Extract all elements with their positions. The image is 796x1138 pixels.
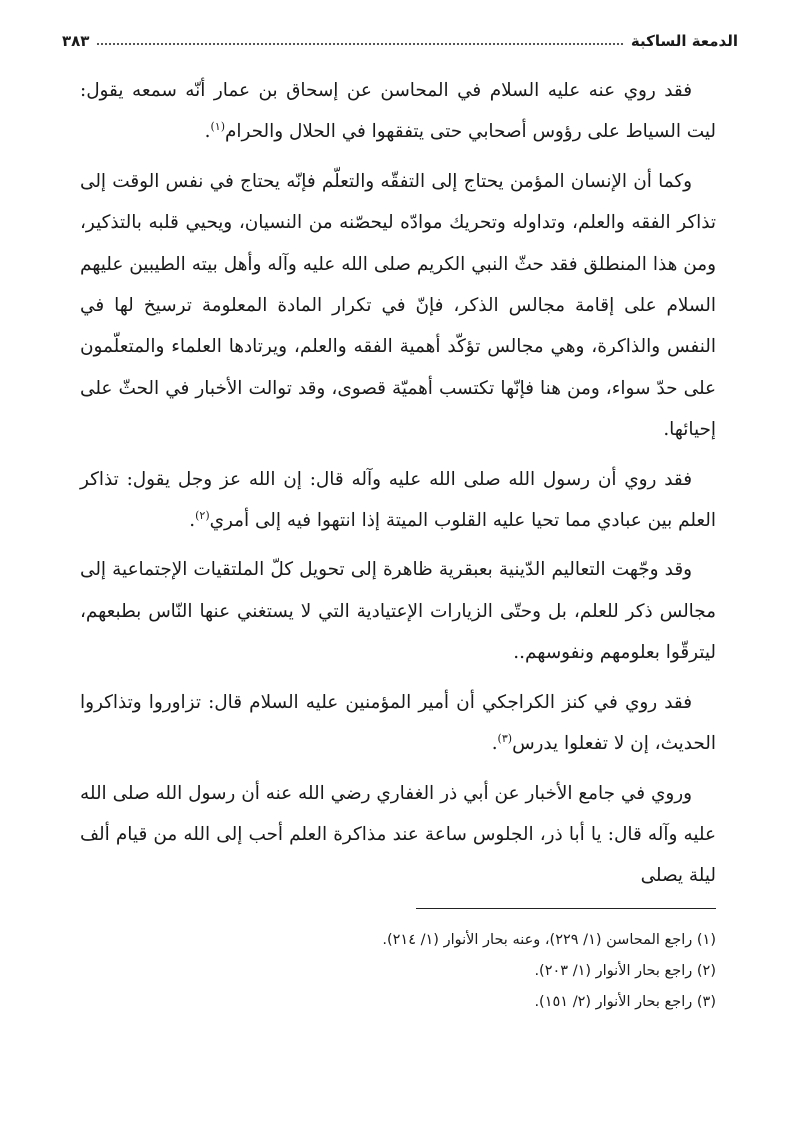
footnote: (٢) راجع بحار الأنوار (١/ ٢٠٣). [534,963,716,979]
footnote-separator [416,908,716,909]
footnote: (٣) راجع بحار الأنوار (٢/ ١٥١). [534,994,716,1010]
footnote-ref[interactable]: (١) [210,120,225,134]
paragraph: وقد وجّهت التعاليم الدّينية بعبقرية ظاهرة إلى تحويل كلّ الملتقيات الإجتماعية إلى مجالس ذكر للعلم، بل وحتّى الزيارات الإعتيادية التي لا يستغني عنها النّاس بطبعهم، ليترقّوا بعلومهم ونفوسهم.. [80,559,716,664]
body-text [80,70,716,905]
page-number: ٣٨٣ [62,32,90,50]
paragraph: وكما أن الإنسان المؤمن يحتاج إلى التفقّه والتعلّم فإنّه يحتاج في نفس الوقت إلى تذاكر الفقه والعلم، وتداوله وتحريك موادّه ليحصّنه من النسيان، ويحيي قلبه بالتذكير، ومن هذا المنطلق فقد حثّ النبي الكريم صلى الله عليه وآله وأهل بيته الطيبين عليهم السلام على إقامة مجالس الذكر، فإنّ في تكرار المادة المعلومة ترسيخ لها في النفس والذاكرة، وهي مجالس تؤكّد أهمية الفقه والعلم، ويرتادها العلماء والمتعلّمون على حدّ سواء، ومن هنا فإنّها تكتسب أهميّة قصوى، وقد توالت الأخبار في الحثّ على إحيائها. [80,170,716,441]
footnote-ref[interactable]: (٢) [195,508,210,522]
footnote-ref[interactable]: (٣) [497,731,513,745]
running-header-dotted-leader [97,43,622,45]
paragraph: فقد روي في كنز الكراجكي أن أمير المؤمنين عليه السلام قال: تزاوروا وتذاكروا الحديث، إن لا تفعلوا يدرس$^{(٣)}$. [80,691,716,755]
paragraph: وروي في جامع الأخبار عن أبي ذر الغفاري رضي الله عنه أن رسول الله صلى الله عليه وآله قال: يا أبا ذر، الجلوس ساعة عند مذاكرة العلم أحب إلى الله من قيام ألف ليلة يصلى [80,782,716,887]
running-header [62,26,738,50]
footnote: (١) راجع المحاسن (١/ ٢٢٩)، وعنه بحار الأنوار (١/ ٢١٤). [382,932,716,948]
footnotes [300,925,716,1018]
running-header-title: الدمعة الساكبة [630,32,738,50]
paragraph: فقد روي عنه عليه السلام في المحاسن عن إسحاق بن عمار أنّه سمعه يقول: ليت السياط على رؤوس أصحابي حتى يتفقهوا في الحلال والحرام$^{(١)}$. [80,80,716,143]
paragraph: فقد روي أن رسول الله صلى الله عليه وآله قال: إن الله عز وجل يقول: تذاكر العلم بين عبادي مما تحيا عليه القلوب الميتة إذا انتهوا فيه إلى أمري$^{(٢)}$. [80,468,716,532]
